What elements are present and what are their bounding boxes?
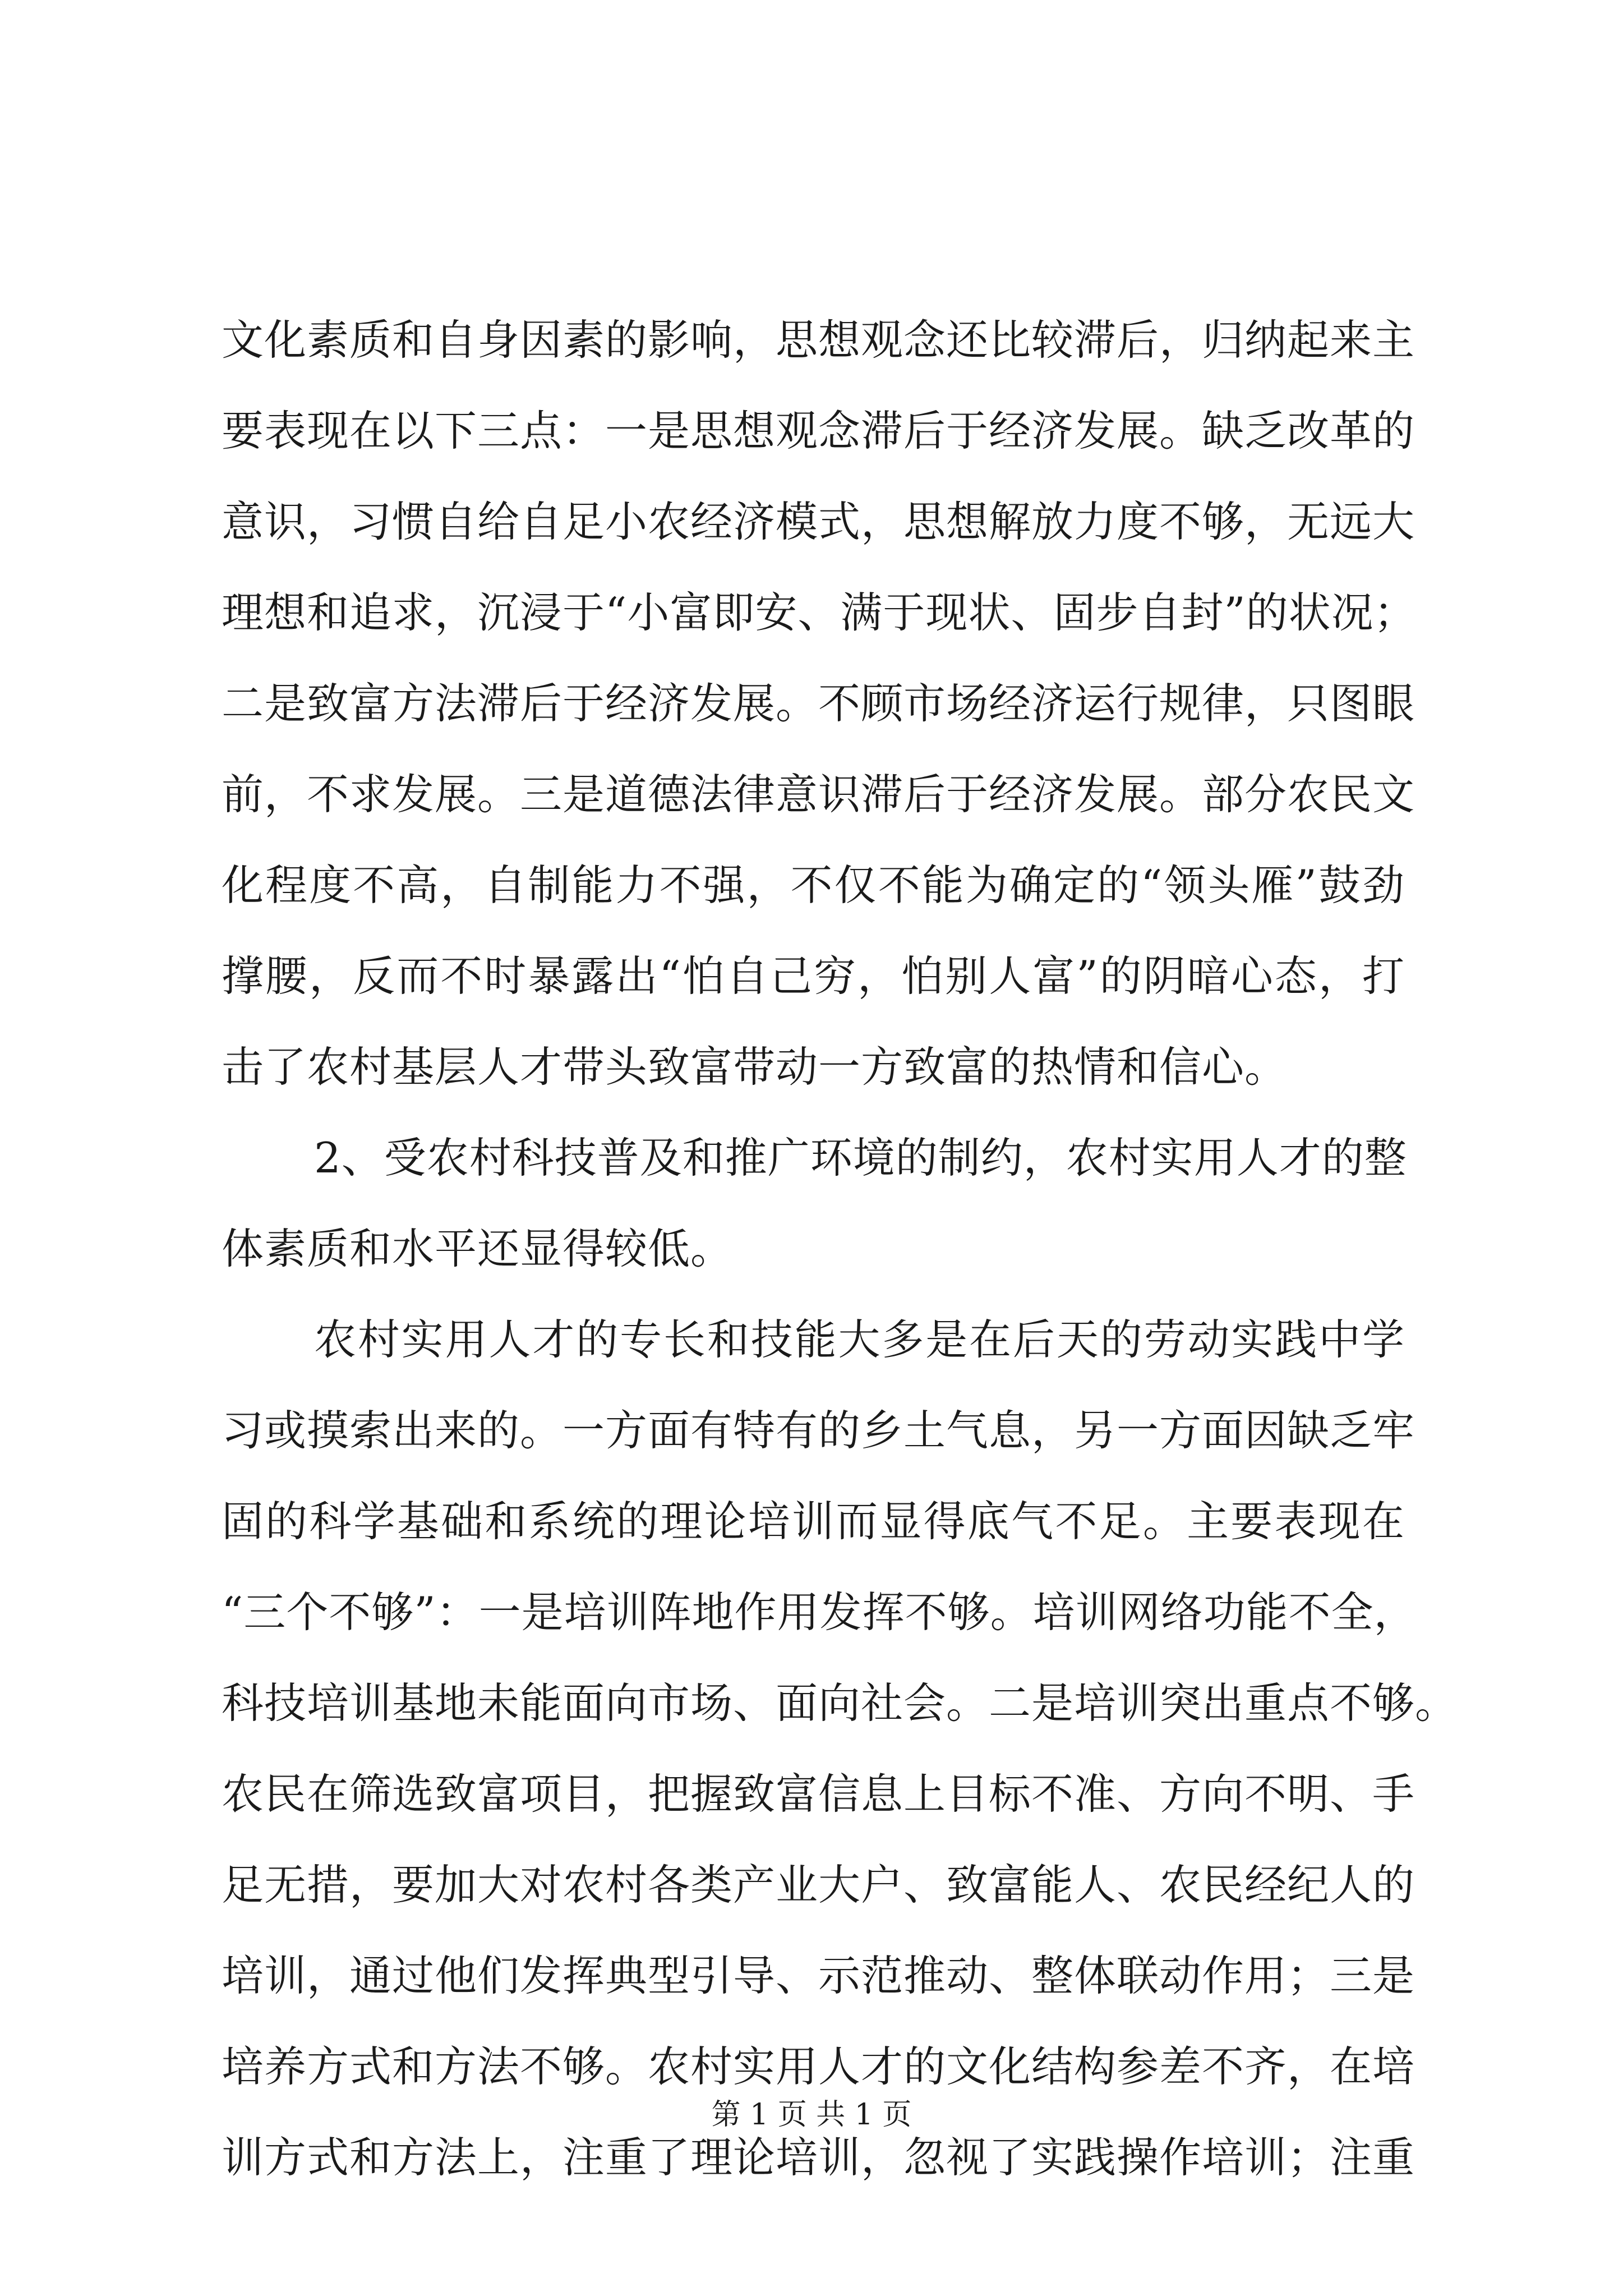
page-number-footer: 第 1 页 共 1 页	[711, 2098, 912, 2132]
paragraph-line: 意识，习惯自给自足小农经济模式，思想解放力度不够，无远大	[222, 497, 1415, 546]
paragraph-line: 习或摸索出来的。一方面有特有的乡土气息，另一方面因缺乏牢	[222, 1406, 1415, 1455]
paragraph-line: 击了农村基层人才带头致富带动一方致富的热情和信心。	[222, 1042, 1288, 1092]
paragraph-line: “三个不够”：一是培训阵地作用发挥不够。培训网络功能不全，	[222, 1588, 1417, 1637]
paragraph-line: 培训，通过他们发挥典型引导、示范推动、整体联动作用；三是	[222, 1951, 1415, 2000]
paragraph-line: 训方式和方法上，注重了理论培训，忽视了实践操作培训；注重	[222, 2133, 1415, 2182]
paragraph-line: 培养方式和方法不够。农村实用人才的文化结构参差不齐，在培	[222, 2042, 1415, 2091]
paragraph-line: 二是致富方法滞后于经济发展。不顾市场经济运行规律，只图眼	[222, 679, 1415, 728]
paragraph-line: 足无措，要加大对农村各类产业大户、致富能人、农民经纪人的	[222, 1860, 1415, 1910]
paragraph-line: 文化素质和自身因素的影响，思想观念还比较滞后，归纳起来主	[222, 315, 1415, 365]
paragraph-line: 要表现在以下三点：一是思想观念滞后于经济发展。缺乏改革的	[222, 406, 1415, 455]
paragraph-line: 化程度不高，自制能力不强，不仅不能为确定的“领头雁”鼓劲	[222, 861, 1405, 910]
section-heading-line: 体素质和水平还显得较低。	[222, 1224, 734, 1273]
document-body	[222, 295, 1458, 2203]
paragraph-line: 农村实用人才的专长和技能大多是在后天的劳动实践中学	[314, 1315, 1405, 1364]
paragraph-line: 理想和追求，沉浸于“小富即安、满于现状、固步自封”的状况；	[222, 588, 1417, 637]
paragraph-line: 农民在筛选致富项目，把握致富信息上目标不准、方向不明、手	[222, 1769, 1415, 1819]
paragraph-line: 科技培训基地未能面向市场、面向社会。二是培训突出重点不够。	[222, 1678, 1458, 1728]
paragraph-line: 撑腰，反而不时暴露出“怕自己穷，怕别人富”的阴暗心态，打	[222, 951, 1405, 1001]
paragraph-line: 固的科学基础和系统的理论培训而显得底气不足。主要表现在	[222, 1497, 1405, 1546]
section-heading-line: 2、受农村科技普及和推广环境的制约，农村实用人才的整	[314, 1133, 1407, 1182]
paragraph-line: 前，不求发展。三是道德法律意识滞后于经济发展。部分农民文	[222, 770, 1415, 819]
